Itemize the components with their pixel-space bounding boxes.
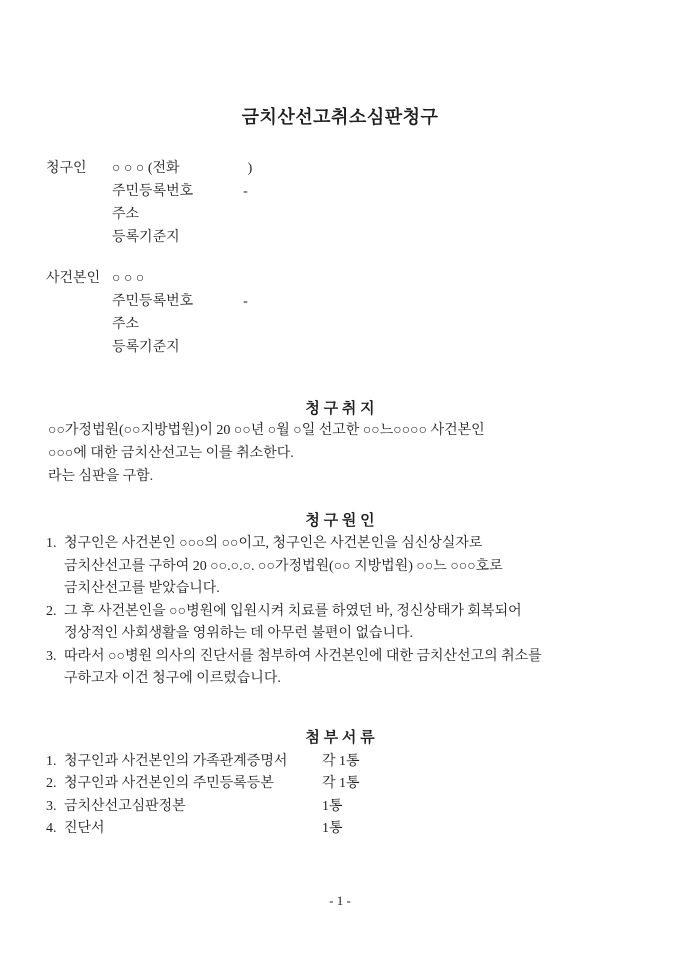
item-number: 1. bbox=[46, 754, 57, 769]
item-number: 2. bbox=[46, 603, 57, 619]
attachment-row bbox=[46, 773, 360, 795]
principal-resident-id-line bbox=[112, 290, 248, 313]
attachment-name: 청구인과 사건본인의 주민등록등본 bbox=[64, 776, 274, 792]
petitioner-fields bbox=[46, 180, 252, 249]
cause-item-line: 금치산선고를 받았습니다. bbox=[64, 581, 220, 596]
purpose-line: ○○가정법원(○○지방법원)이 20 ○○년 ○월 ○일 선고한 ○○느○○○○ 사건본인 bbox=[48, 423, 485, 438]
document-title: 금치산선고취소심판청구 bbox=[241, 107, 439, 127]
petitioner-block bbox=[46, 157, 252, 249]
resident-id-separator: - bbox=[243, 294, 248, 309]
attachments-heading: 첨 부 서 류 bbox=[305, 730, 375, 746]
cause-item-line: 구하고자 이건 청구에 이르렀습니다. bbox=[64, 671, 281, 686]
cause-item-line: 금치산선고를 구하여 20 ○○.○.○. ○○가정법원(○○ 지방법원) ○○느 ○○○호로 bbox=[64, 558, 503, 574]
cause-list bbox=[46, 533, 656, 691]
principal-name: ○ ○ ○ bbox=[112, 271, 145, 286]
principal-block bbox=[46, 267, 248, 359]
petitioner-name: ○ ○ ○ bbox=[112, 161, 145, 176]
cause-item-line: 정상적인 사회생활을 영위하는 데 아무런 불편이 없습니다. bbox=[64, 626, 414, 641]
cause-item bbox=[46, 533, 656, 601]
principal-address-line bbox=[112, 313, 248, 336]
cause-heading: 청 구 원 인 bbox=[305, 513, 375, 529]
item-number: 3. bbox=[46, 798, 57, 814]
resident-id-label: 주민등록번호 bbox=[112, 184, 194, 199]
item-number: 3. bbox=[46, 648, 57, 664]
purpose-line: 라는 심판을 구함. bbox=[48, 469, 154, 484]
cause-item-line: 2. 그 후 사건본인을 ○○병원에 입원시켜 치료를 하였던 바, 정신상태가 회복되어 bbox=[46, 601, 656, 624]
attachment-row bbox=[46, 796, 360, 818]
registry-label: 등록기준지 bbox=[112, 230, 180, 245]
attachment-name: 청구인과 사건본인의 가족관계증명서 bbox=[64, 754, 288, 769]
attachment-name: 금치산선고심판정본 bbox=[64, 798, 186, 814]
attachments-list bbox=[46, 751, 360, 841]
cause-item bbox=[46, 646, 656, 691]
attachment-qty: 각 1통 bbox=[322, 776, 360, 792]
item-number: 1. bbox=[46, 536, 57, 551]
attachment-row bbox=[46, 818, 360, 840]
cause-item bbox=[46, 601, 656, 646]
purpose-line: ○○○에 대한 금치산선고는 이를 취소한다. bbox=[48, 446, 294, 461]
attachment-qty: 1통 bbox=[322, 821, 343, 837]
cause-item-line: 1. 청구인은 사건본인 ○○○의 ○○이고, 청구인은 사건본인을 심신상실자로 bbox=[46, 533, 656, 556]
purpose-heading: 청 구 취 지 bbox=[305, 401, 375, 417]
resident-id-label: 주민등록번호 bbox=[112, 294, 194, 309]
petitioner-registry-line bbox=[112, 226, 252, 249]
petitioner-phone-close-paren: ) bbox=[247, 161, 253, 176]
principal-fields bbox=[46, 290, 248, 359]
attachment-qty: 1통 bbox=[322, 798, 343, 814]
petitioner-role-label: 청구인 bbox=[46, 161, 87, 176]
page-number: - 1 - bbox=[329, 893, 351, 908]
cause-item-line: 3. 따라서 ○○병원 의사의 진단서를 첨부하여 사건본인에 대한 금치산선고의 취소를 bbox=[46, 646, 656, 669]
resident-id-separator: - bbox=[243, 184, 248, 199]
item-number: 2. bbox=[46, 776, 57, 792]
registry-label: 등록기준지 bbox=[112, 340, 180, 355]
principal-name-line bbox=[46, 267, 248, 290]
petitioner-address-line bbox=[112, 203, 252, 226]
address-label: 주소 bbox=[112, 207, 140, 222]
purpose-body bbox=[48, 419, 648, 488]
attachment-qty: 각 1통 bbox=[322, 754, 360, 769]
petitioner-resident-id-line bbox=[112, 180, 252, 203]
petitioner-phone-label: (전화 bbox=[147, 161, 180, 176]
principal-registry-line bbox=[112, 336, 248, 359]
attachment-name: 진단서 bbox=[64, 821, 105, 837]
principal-role-label: 사건본인 bbox=[46, 271, 101, 286]
address-label: 주소 bbox=[112, 317, 140, 332]
item-number: 4. bbox=[46, 821, 57, 837]
attachment-row bbox=[46, 751, 360, 773]
petitioner-name-line bbox=[46, 157, 252, 180]
